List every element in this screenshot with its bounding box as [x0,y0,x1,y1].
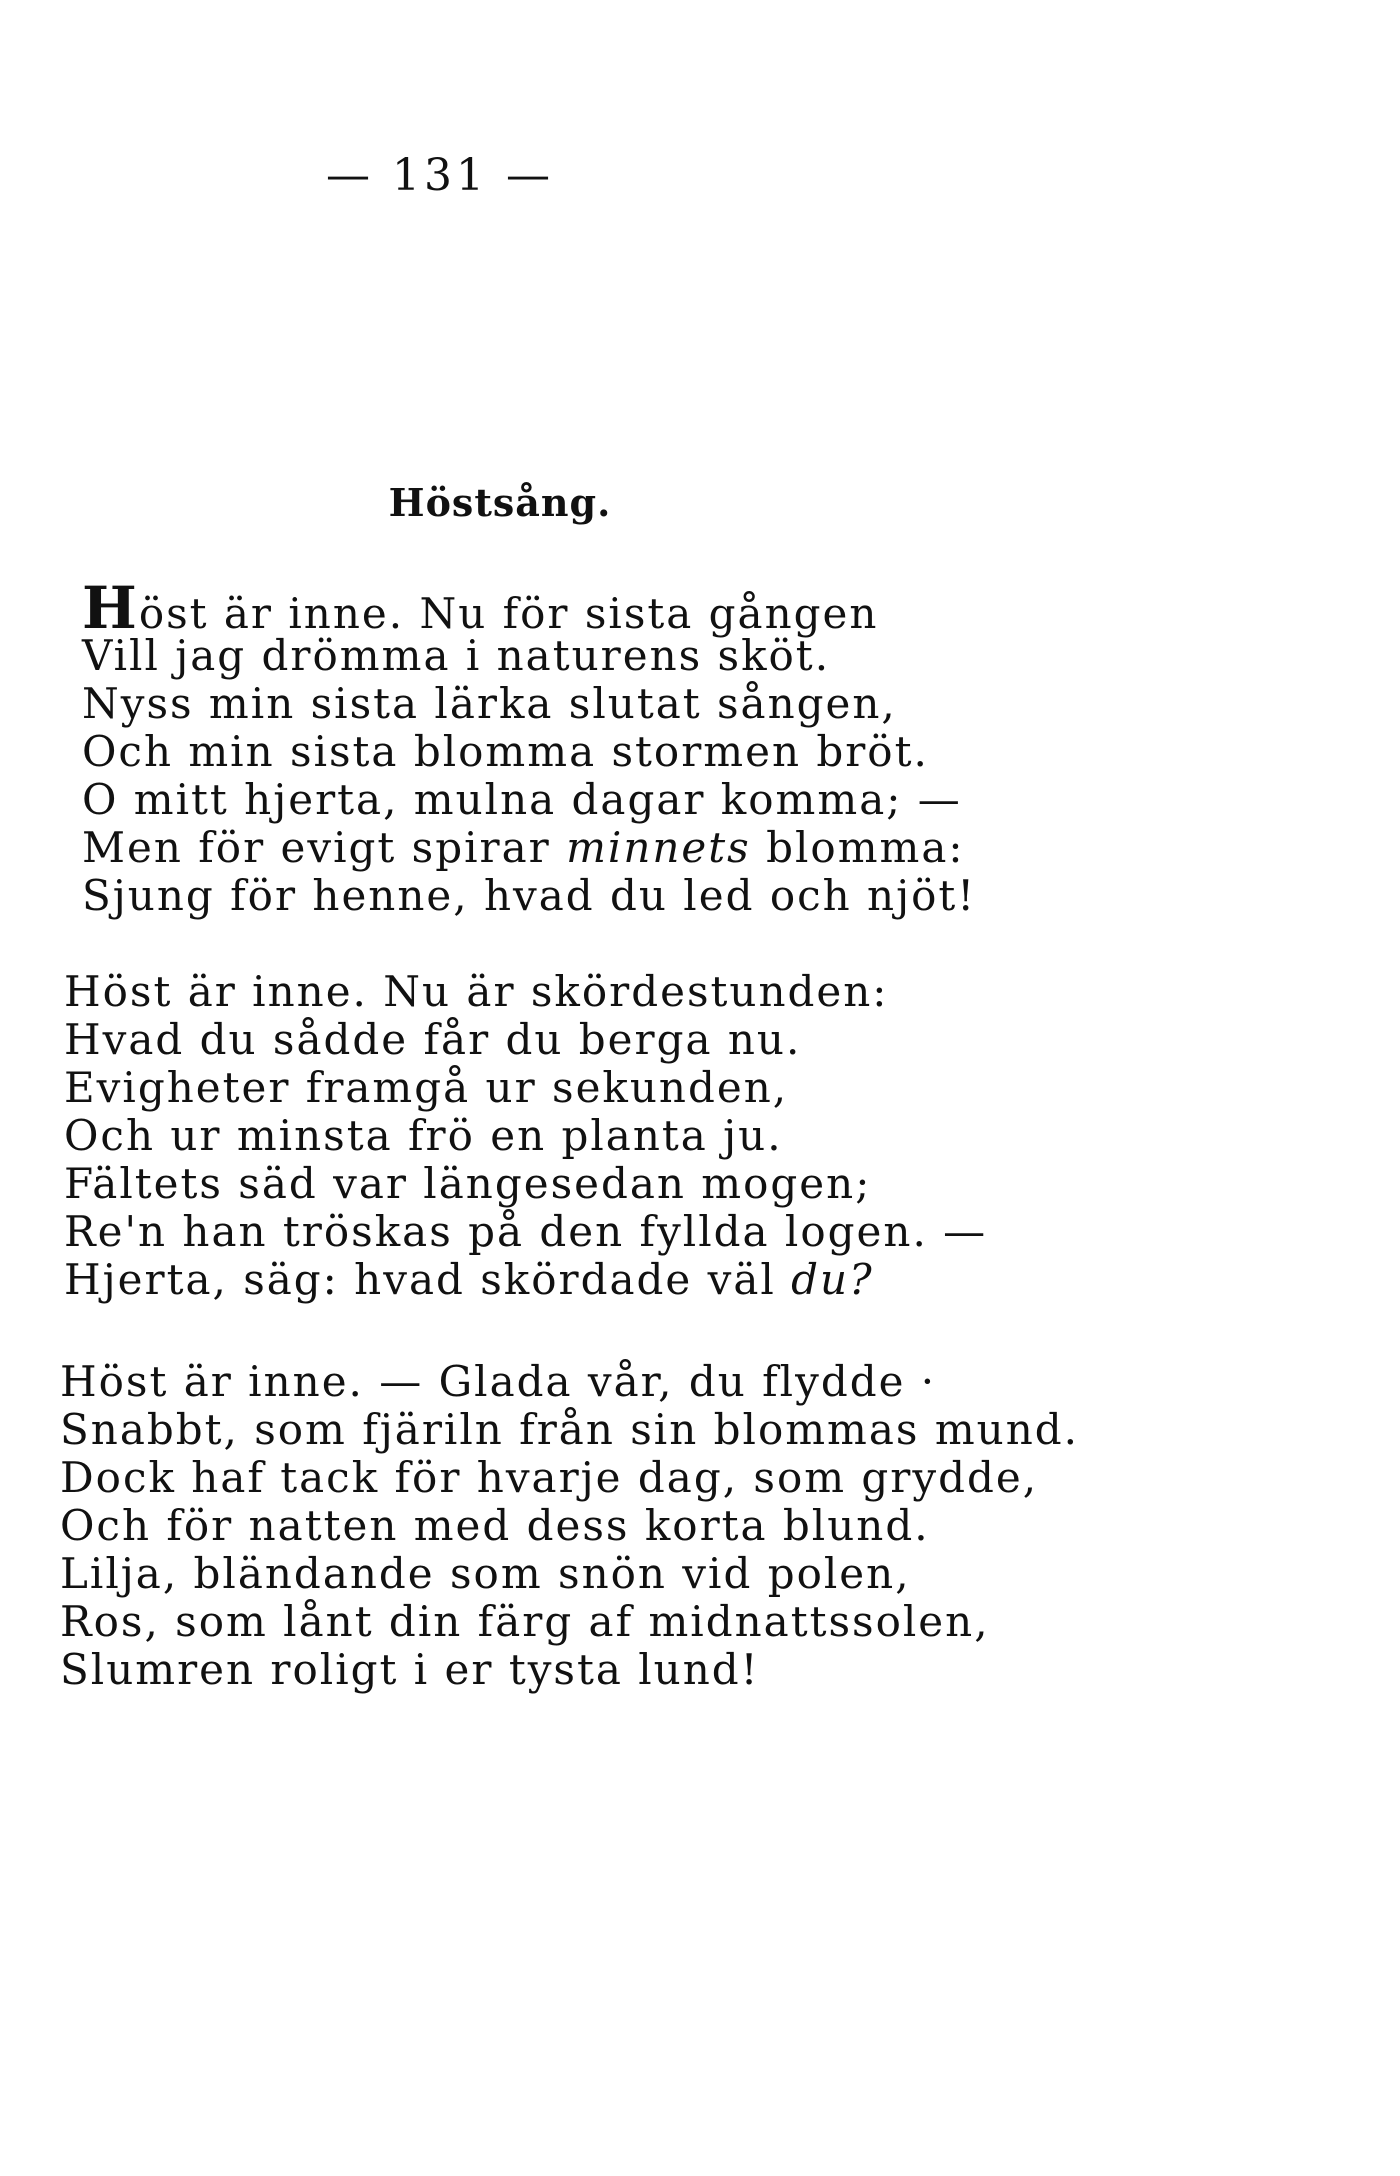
poem-line: Och ur minsta frö en planta ju. [64,1111,783,1160]
line-text: Hjerta, säg: hvad skördade väl [64,1255,792,1304]
stanza-1 [82,574,977,920]
stanza-3 [60,1358,1079,1694]
poem-title: Höstsång. [388,480,612,525]
poem-line: O mitt hjerta, mulna dagar komma; — [82,775,962,824]
poem-line: Ros, som lånt din färg af midnattssolen, [60,1597,990,1646]
poem-line: Och min sista blomma stormen bröt. [82,727,929,776]
poem-line: Sjung för henne, hvad du led och njöt! [82,871,977,920]
poem-line: Re'n han tröskas på den fyllda logen. — [64,1207,988,1256]
poem-line: Höst är inne. Nu är skördestunden: [64,967,889,1016]
poem-line: Höst är inne. — Glada vår, du flydde · [60,1357,937,1406]
poem-line: Fältets säd var längesedan mogen; [64,1159,872,1208]
line-text: Men för evigt spirar [82,823,567,872]
line-text: öst är inne. Nu för sista gången [138,589,879,638]
poem-line: Vill jag drömma i naturens sköt. [82,631,831,680]
poem-line: Nyss min sista lärka slutat sången, [82,679,897,728]
poem-line: Dock haf tack för hvarje dag, som grydde, [60,1453,1039,1502]
stanza-2 [64,968,987,1304]
poem-line: Slumren roligt i er tysta lund! [60,1645,760,1694]
poem-line: Snabbt, som fjäriln från sin blommas mund. [60,1405,1079,1454]
poem-line [82,824,976,872]
poem-line: Hvad du sådde får du berga nu. [64,1015,802,1064]
poem-line: Evigheter framgå ur sekunden, [64,1063,789,1112]
poem-line: Och för natten med dess korta blund. [60,1501,930,1550]
page-number: — 131 — [326,150,554,201]
poem-line [82,574,976,642]
drop-initial: H [82,574,139,642]
italic-word: du? [791,1255,874,1304]
line-text: blomma: [750,823,965,872]
poem-line: Lilja, bländande som snön vid polen, [60,1549,911,1598]
italic-word: minnets [566,823,751,872]
poem-line [64,1256,987,1304]
